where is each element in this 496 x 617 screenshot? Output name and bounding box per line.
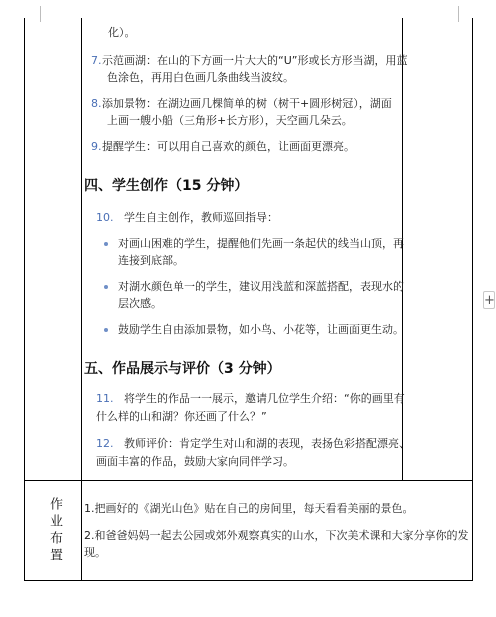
section-4-heading: 四、学生创作（15 分钟） — [84, 178, 249, 194]
bullet-2-text: 对湖水颜色单一的学生，建议用浅蓝和深蓝搭配，表现水的 — [118, 280, 404, 293]
bullet-3-text: 鼓励学生自由添加景物，如小鸟、小花等，让画面更生动。 — [118, 323, 404, 336]
step-11-text-cont: 什么样的山和湖？你还画了什么？” — [96, 410, 267, 423]
step-7-text-cont: 色涂色，再用白色画几条曲线当波纹。 — [107, 71, 294, 84]
step-9-text: 提醒学生：可以用自己喜欢的颜色，让画面更漂亮。 — [102, 140, 355, 153]
bullet-dot — [104, 285, 108, 289]
table-border-bottom — [24, 580, 473, 581]
homework-item-2-cont: 现。 — [84, 546, 106, 559]
section-5-heading: 五、作品展示与评价（3 分钟） — [84, 361, 281, 377]
table-border-left — [24, 18, 25, 581]
step-11-number: 11. — [96, 392, 114, 405]
table-border-right — [472, 18, 473, 581]
step-11-text: 将学生的作品一一展示，邀请几位学生介绍：“你的画里有 — [124, 392, 405, 405]
step-12-text-cont: 画面丰富的作品，鼓励大家向同伴学习。 — [96, 455, 294, 468]
step-12-number: 12. — [96, 437, 114, 450]
bullet-2-text-cont: 层次感。 — [118, 297, 162, 310]
continued-text: 化）。 — [108, 26, 136, 39]
step-10-text: 学生自主创作，教师巡回指导： — [124, 211, 278, 224]
step-8-number: 8. — [91, 97, 102, 110]
bullet-1-text-cont: 连接到底部。 — [118, 254, 184, 267]
step-12-text: 教师评价：肯定学生对山和湖的表现，表扬色彩搭配漂亮、 — [124, 437, 410, 450]
add-row-button[interactable]: + — [484, 293, 495, 308]
corner-mark — [458, 6, 459, 22]
bullet-dot — [104, 328, 108, 332]
step-9-number: 9. — [91, 140, 102, 153]
table-row-divider — [24, 480, 473, 481]
step-8-text-cont: 上画一艘小船（三角形+长方形），天空画几朵云。 — [107, 114, 353, 127]
bullet-1-text: 对画山困难的学生，提醒他们先画一条起伏的线当山顶，再 — [118, 237, 404, 250]
step-8-text: 添加景物：在湖边画几棵简单的树（树干+圆形树冠），湖面 — [102, 97, 392, 110]
step-7-number: 7. — [91, 54, 102, 67]
homework-item-2: 2.和爸爸妈妈一起去公园或郊外观察真实的山水，下次美术课和大家分享你的发 — [84, 529, 469, 542]
step-10-number: 10. — [96, 211, 114, 224]
homework-item-1: 1.把画好的《湖光山色》贴在自己的房间里，每天看看美丽的景色。 — [84, 502, 414, 515]
step-7-text: 示范画湖：在山的下方画一片大大的“U”形或长方形当湖，用蓝 — [102, 54, 408, 67]
table-column-divider — [81, 18, 82, 581]
bullet-dot — [104, 242, 108, 246]
corner-mark — [40, 6, 41, 22]
homework-label: 作业布置 — [47, 497, 62, 565]
